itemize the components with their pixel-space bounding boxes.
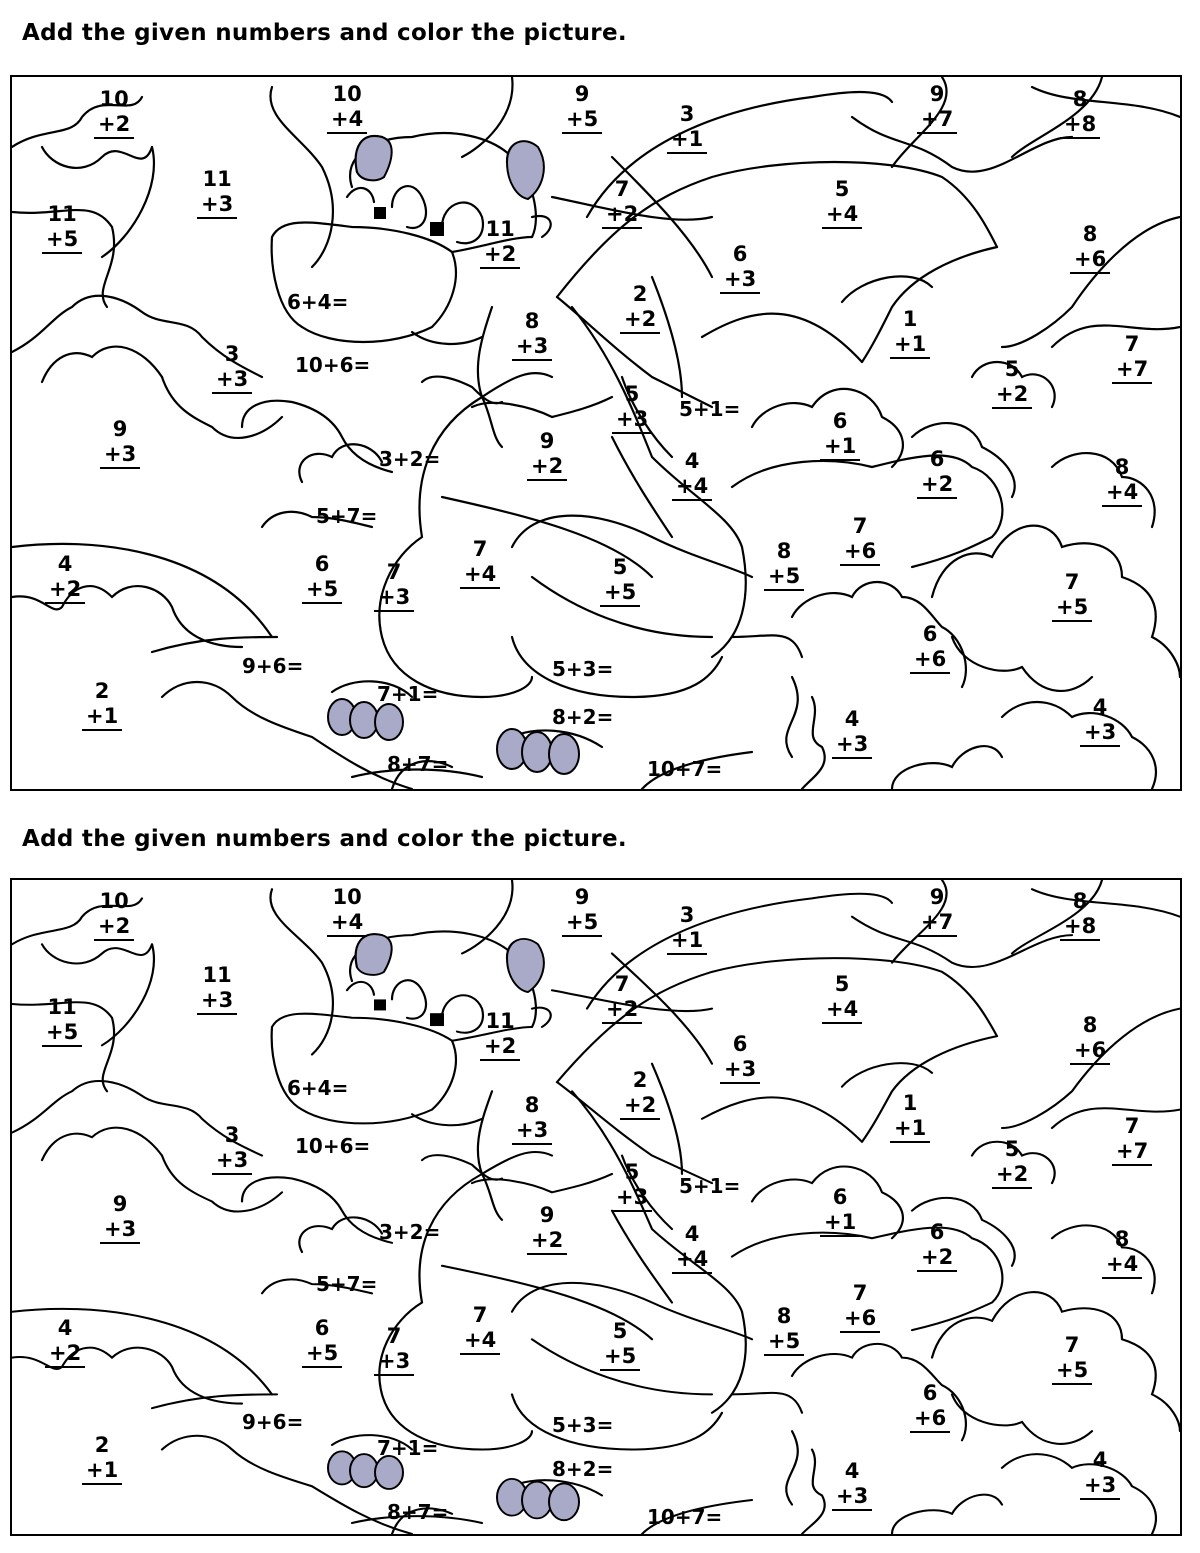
addend-bottom: +4 bbox=[327, 910, 367, 937]
eye-pupils bbox=[374, 207, 444, 236]
addend-top: 2 bbox=[632, 1068, 648, 1092]
addend-bottom: +3 bbox=[720, 1057, 760, 1084]
addend-top: 11 bbox=[47, 995, 77, 1019]
addend-bottom: +3 bbox=[100, 1217, 140, 1244]
inline-equation: 5+3= bbox=[552, 657, 614, 681]
addend-bottom: +3 bbox=[612, 407, 652, 434]
addition-problem bbox=[1070, 222, 1110, 274]
addend-bottom: +4 bbox=[1102, 480, 1142, 507]
addition-problem bbox=[302, 552, 342, 604]
addition-problem bbox=[992, 357, 1032, 409]
addend-bottom: +5 bbox=[302, 1341, 342, 1368]
addend-top: 8 bbox=[1082, 1013, 1098, 1037]
addend-bottom: +4 bbox=[460, 1328, 500, 1355]
addition-problem bbox=[94, 87, 134, 139]
addition-problem bbox=[890, 1091, 930, 1143]
addend-top: 7 bbox=[1124, 332, 1140, 356]
addition-problem bbox=[1080, 695, 1120, 747]
addition-problem bbox=[1102, 455, 1142, 507]
addition-problem bbox=[1102, 1227, 1142, 1279]
addition-problem bbox=[327, 885, 367, 937]
addend-bottom: +3 bbox=[512, 334, 552, 361]
inline-equation: 5+1= bbox=[679, 397, 741, 421]
inline-equation: 6+4= bbox=[287, 1076, 349, 1100]
addition-problem bbox=[562, 82, 602, 134]
addend-bottom: +4 bbox=[1102, 1252, 1142, 1279]
addition-problem bbox=[820, 1185, 860, 1237]
addend-top: 7 bbox=[1064, 570, 1080, 594]
inline-equation: 10+7= bbox=[647, 1505, 723, 1529]
addend-bottom: +4 bbox=[672, 1247, 712, 1274]
eye-pupils bbox=[374, 999, 444, 1026]
addend-top: 7 bbox=[386, 560, 402, 584]
addition-problem bbox=[840, 1281, 880, 1333]
addend-top: 10 bbox=[99, 87, 129, 111]
addend-bottom: +7 bbox=[1112, 1139, 1152, 1166]
addend-bottom: +1 bbox=[820, 1210, 860, 1237]
addend-bottom: +3 bbox=[832, 1484, 872, 1511]
inline-equation: 5+7= bbox=[316, 504, 378, 528]
addend-bottom: +5 bbox=[600, 580, 640, 607]
addend-bottom: +5 bbox=[562, 910, 602, 937]
addition-problem bbox=[42, 995, 82, 1047]
addition-problem bbox=[212, 1123, 252, 1175]
coloring-panel bbox=[10, 878, 1182, 1536]
addend-bottom: +5 bbox=[42, 1020, 82, 1047]
addition-problem bbox=[992, 1137, 1032, 1189]
addend-top: 7 bbox=[472, 537, 488, 561]
addition-problem bbox=[82, 1433, 122, 1485]
addend-bottom: +3 bbox=[197, 192, 237, 219]
addend-top: 5 bbox=[612, 555, 628, 579]
addition-problem bbox=[910, 622, 950, 674]
addend-bottom: +7 bbox=[917, 910, 957, 937]
addend-top: 8 bbox=[1082, 222, 1098, 246]
addend-bottom: +4 bbox=[672, 474, 712, 501]
addend-top: 2 bbox=[94, 1433, 110, 1457]
addend-top: 8 bbox=[524, 1093, 540, 1117]
inline-equation: 10+6= bbox=[295, 1134, 371, 1158]
addend-top: 3 bbox=[224, 1123, 240, 1147]
addend-bottom: +5 bbox=[1052, 595, 1092, 622]
inline-equation: 10+7= bbox=[647, 757, 723, 781]
addition-problem bbox=[602, 177, 642, 229]
addend-top: 8 bbox=[1072, 87, 1088, 111]
addition-problem bbox=[917, 447, 957, 499]
addend-bottom: +2 bbox=[917, 472, 957, 499]
addition-problem bbox=[197, 963, 237, 1015]
addend-top: 4 bbox=[844, 1459, 860, 1483]
addend-top: 2 bbox=[94, 679, 110, 703]
addend-bottom: +2 bbox=[602, 202, 642, 229]
inline-equation: 8+2= bbox=[552, 705, 614, 729]
addend-top: 10 bbox=[332, 82, 362, 106]
addend-top: 6 bbox=[732, 242, 748, 266]
addend-bottom: +3 bbox=[720, 267, 760, 294]
addend-top: 1 bbox=[902, 1091, 918, 1115]
addition-problem bbox=[100, 417, 140, 469]
addition-problem bbox=[1080, 1448, 1120, 1500]
addend-bottom: +3 bbox=[832, 732, 872, 759]
addition-problem bbox=[1070, 1013, 1110, 1065]
addend-top: 7 bbox=[472, 1303, 488, 1327]
addend-top: 4 bbox=[57, 552, 73, 576]
addend-bottom: +2 bbox=[527, 1228, 567, 1255]
addition-problem bbox=[667, 903, 707, 955]
addend-bottom: +5 bbox=[764, 564, 804, 591]
addend-top: 4 bbox=[57, 1316, 73, 1340]
addition-problem bbox=[374, 1324, 414, 1376]
addend-top: 9 bbox=[539, 1203, 555, 1227]
addition-problem bbox=[1112, 332, 1152, 384]
addition-problem bbox=[764, 539, 804, 591]
addend-bottom: +4 bbox=[822, 997, 862, 1024]
addend-top: 9 bbox=[539, 429, 555, 453]
addend-top: 11 bbox=[485, 217, 515, 241]
addition-problem bbox=[374, 560, 414, 612]
inline-equation: 5+1= bbox=[679, 1174, 741, 1198]
addend-top: 7 bbox=[614, 177, 630, 201]
addend-top: 5 bbox=[1004, 357, 1020, 381]
addition-problem bbox=[672, 1222, 712, 1274]
addend-bottom: +3 bbox=[212, 367, 252, 394]
addend-bottom: +5 bbox=[562, 107, 602, 134]
dragon-picture bbox=[12, 77, 1180, 789]
addition-problem bbox=[460, 537, 500, 589]
inline-equation: 10+6= bbox=[295, 353, 371, 377]
addend-top: 8 bbox=[776, 1304, 792, 1328]
addition-problem bbox=[832, 1459, 872, 1511]
addend-top: 3 bbox=[224, 342, 240, 366]
addend-top: 7 bbox=[852, 514, 868, 538]
addition-problem bbox=[620, 1068, 660, 1120]
addend-bottom: +2 bbox=[45, 1341, 85, 1368]
inline-equation: 6+4= bbox=[287, 290, 349, 314]
addend-bottom: +2 bbox=[480, 242, 520, 269]
addend-bottom: +5 bbox=[302, 577, 342, 604]
addend-top: 7 bbox=[1124, 1114, 1140, 1138]
addend-top: 3 bbox=[679, 102, 695, 126]
addend-top: 1 bbox=[902, 307, 918, 331]
addend-top: 7 bbox=[386, 1324, 402, 1348]
addend-top: 3 bbox=[679, 903, 695, 927]
addend-bottom: +1 bbox=[890, 1116, 930, 1143]
addition-problem bbox=[1060, 87, 1100, 139]
addition-problem bbox=[917, 885, 957, 937]
addend-top: 6 bbox=[929, 1220, 945, 1244]
addend-bottom: +2 bbox=[620, 307, 660, 334]
addend-top: 6 bbox=[832, 1185, 848, 1209]
addition-problem bbox=[917, 1220, 957, 1272]
addition-problem bbox=[667, 102, 707, 154]
addition-problem bbox=[460, 1303, 500, 1355]
coloring-panel bbox=[10, 75, 1182, 791]
addition-problem bbox=[840, 514, 880, 566]
addend-top: 5 bbox=[624, 382, 640, 406]
addend-bottom: +1 bbox=[820, 434, 860, 461]
addend-top: 8 bbox=[776, 539, 792, 563]
addend-bottom: +1 bbox=[667, 127, 707, 154]
addition-problem bbox=[910, 1381, 950, 1433]
addition-problem bbox=[720, 242, 760, 294]
instruction-title: Add the given numbers and color the picture. bbox=[22, 20, 627, 46]
addend-bottom: +6 bbox=[840, 539, 880, 566]
addition-problem bbox=[480, 1009, 520, 1061]
addend-bottom: +1 bbox=[82, 1458, 122, 1485]
addition-problem bbox=[600, 1319, 640, 1371]
addend-top: 11 bbox=[202, 167, 232, 191]
addend-bottom: +5 bbox=[600, 1344, 640, 1371]
addend-bottom: +2 bbox=[992, 382, 1032, 409]
addend-bottom: +5 bbox=[764, 1329, 804, 1356]
addend-bottom: +2 bbox=[94, 112, 134, 139]
addend-top: 11 bbox=[485, 1009, 515, 1033]
addend-bottom: +4 bbox=[822, 202, 862, 229]
inline-equation: 7+1= bbox=[377, 1436, 439, 1460]
addend-top: 2 bbox=[632, 282, 648, 306]
addition-problem bbox=[45, 552, 85, 604]
addend-bottom: +3 bbox=[512, 1118, 552, 1145]
addend-bottom: +3 bbox=[1080, 720, 1120, 747]
addend-top: 6 bbox=[732, 1032, 748, 1056]
addend-top: 6 bbox=[314, 552, 330, 576]
addend-top: 7 bbox=[852, 1281, 868, 1305]
addition-problem bbox=[602, 972, 642, 1024]
inline-equation: 5+3= bbox=[552, 1413, 614, 1437]
addend-top: 10 bbox=[99, 889, 129, 913]
inline-equation: 9+6= bbox=[242, 654, 304, 678]
addend-bottom: +7 bbox=[1112, 357, 1152, 384]
addend-top: 8 bbox=[1072, 889, 1088, 913]
inline-equation: 8+7= bbox=[387, 1500, 449, 1524]
inline-equation: 8+7= bbox=[387, 752, 449, 776]
addend-bottom: +4 bbox=[460, 562, 500, 589]
addend-bottom: +8 bbox=[1060, 914, 1100, 941]
inline-equation: 9+6= bbox=[242, 1410, 304, 1434]
addend-bottom: +6 bbox=[1070, 1038, 1110, 1065]
addition-problem bbox=[527, 1203, 567, 1255]
addend-bottom: +6 bbox=[1070, 247, 1110, 274]
addend-bottom: +2 bbox=[992, 1162, 1032, 1189]
addend-top: 7 bbox=[1064, 1333, 1080, 1357]
addend-top: 9 bbox=[929, 82, 945, 106]
addend-top: 11 bbox=[47, 202, 77, 226]
addend-bottom: +7 bbox=[917, 107, 957, 134]
addend-bottom: +4 bbox=[327, 107, 367, 134]
addition-problem bbox=[822, 177, 862, 229]
addend-top: 5 bbox=[624, 1160, 640, 1184]
addend-top: 5 bbox=[612, 1319, 628, 1343]
addend-top: 8 bbox=[524, 309, 540, 333]
addend-bottom: +2 bbox=[480, 1034, 520, 1061]
addition-problem bbox=[890, 307, 930, 359]
addend-bottom: +3 bbox=[374, 1349, 414, 1376]
addend-top: 6 bbox=[929, 447, 945, 471]
addend-bottom: +6 bbox=[910, 1406, 950, 1433]
instruction-title: Add the given numbers and color the picture. bbox=[22, 826, 627, 852]
addend-top: 9 bbox=[574, 82, 590, 106]
addition-problem bbox=[562, 885, 602, 937]
addend-bottom: +3 bbox=[212, 1148, 252, 1175]
addend-bottom: +1 bbox=[890, 332, 930, 359]
addend-bottom: +2 bbox=[45, 577, 85, 604]
addend-bottom: +6 bbox=[840, 1306, 880, 1333]
inline-equation: 5+7= bbox=[316, 1272, 378, 1296]
addition-problem bbox=[1112, 1114, 1152, 1166]
addition-problem bbox=[512, 1093, 552, 1145]
addend-top: 6 bbox=[922, 622, 938, 646]
addition-problem bbox=[480, 217, 520, 269]
addition-problem bbox=[302, 1316, 342, 1368]
addend-top: 9 bbox=[929, 885, 945, 909]
addition-problem bbox=[1060, 889, 1100, 941]
addend-bottom: +2 bbox=[527, 454, 567, 481]
addend-top: 4 bbox=[1092, 695, 1108, 719]
addend-bottom: +1 bbox=[667, 928, 707, 955]
addition-problem bbox=[600, 555, 640, 607]
addition-problem bbox=[197, 167, 237, 219]
inline-equation: 3+2= bbox=[379, 1220, 441, 1244]
addition-problem bbox=[212, 342, 252, 394]
addend-bottom: +2 bbox=[917, 1245, 957, 1272]
addition-problem bbox=[720, 1032, 760, 1084]
addition-problem bbox=[672, 449, 712, 501]
addend-bottom: +3 bbox=[197, 988, 237, 1015]
addition-problem bbox=[327, 82, 367, 134]
addend-top: 10 bbox=[332, 885, 362, 909]
addition-problem bbox=[45, 1316, 85, 1368]
addend-bottom: +1 bbox=[82, 704, 122, 731]
addend-top: 4 bbox=[684, 449, 700, 473]
addend-bottom: +3 bbox=[612, 1185, 652, 1212]
addend-top: 4 bbox=[844, 707, 860, 731]
addition-problem bbox=[822, 972, 862, 1024]
addend-bottom: +5 bbox=[1052, 1358, 1092, 1385]
addend-top: 4 bbox=[1092, 1448, 1108, 1472]
addition-problem bbox=[620, 282, 660, 334]
addend-top: 11 bbox=[202, 963, 232, 987]
addition-problem bbox=[1052, 570, 1092, 622]
addition-problem bbox=[612, 1160, 652, 1212]
addition-problem bbox=[527, 429, 567, 481]
addend-bottom: +8 bbox=[1060, 112, 1100, 139]
addend-top: 6 bbox=[922, 1381, 938, 1405]
addend-bottom: +5 bbox=[42, 227, 82, 254]
addend-top: 9 bbox=[112, 1192, 128, 1216]
addend-bottom: +2 bbox=[602, 997, 642, 1024]
addend-top: 9 bbox=[112, 417, 128, 441]
addition-problem bbox=[94, 889, 134, 941]
addend-top: 6 bbox=[832, 409, 848, 433]
addend-bottom: +2 bbox=[94, 914, 134, 941]
addition-problem bbox=[820, 409, 860, 461]
addition-problem bbox=[832, 707, 872, 759]
addend-top: 5 bbox=[1004, 1137, 1020, 1161]
inline-equation: 7+1= bbox=[377, 682, 439, 706]
addend-bottom: +3 bbox=[374, 585, 414, 612]
addition-problem bbox=[612, 382, 652, 434]
addition-problem bbox=[82, 679, 122, 731]
addend-top: 8 bbox=[1114, 455, 1130, 479]
addend-top: 5 bbox=[834, 177, 850, 201]
addition-problem bbox=[512, 309, 552, 361]
addition-problem bbox=[1052, 1333, 1092, 1385]
addend-top: 4 bbox=[684, 1222, 700, 1246]
addition-problem bbox=[917, 82, 957, 134]
addition-problem bbox=[764, 1304, 804, 1356]
addend-top: 7 bbox=[614, 972, 630, 996]
addend-bottom: +2 bbox=[620, 1093, 660, 1120]
addend-top: 6 bbox=[314, 1316, 330, 1340]
addend-bottom: +3 bbox=[100, 442, 140, 469]
addition-problem bbox=[100, 1192, 140, 1244]
addend-bottom: +3 bbox=[1080, 1473, 1120, 1500]
addend-top: 9 bbox=[574, 885, 590, 909]
inline-equation: 3+2= bbox=[379, 447, 441, 471]
addend-top: 5 bbox=[834, 972, 850, 996]
inline-equation: 8+2= bbox=[552, 1457, 614, 1481]
addition-problem bbox=[42, 202, 82, 254]
addend-top: 8 bbox=[1114, 1227, 1130, 1251]
addend-bottom: +6 bbox=[910, 647, 950, 674]
